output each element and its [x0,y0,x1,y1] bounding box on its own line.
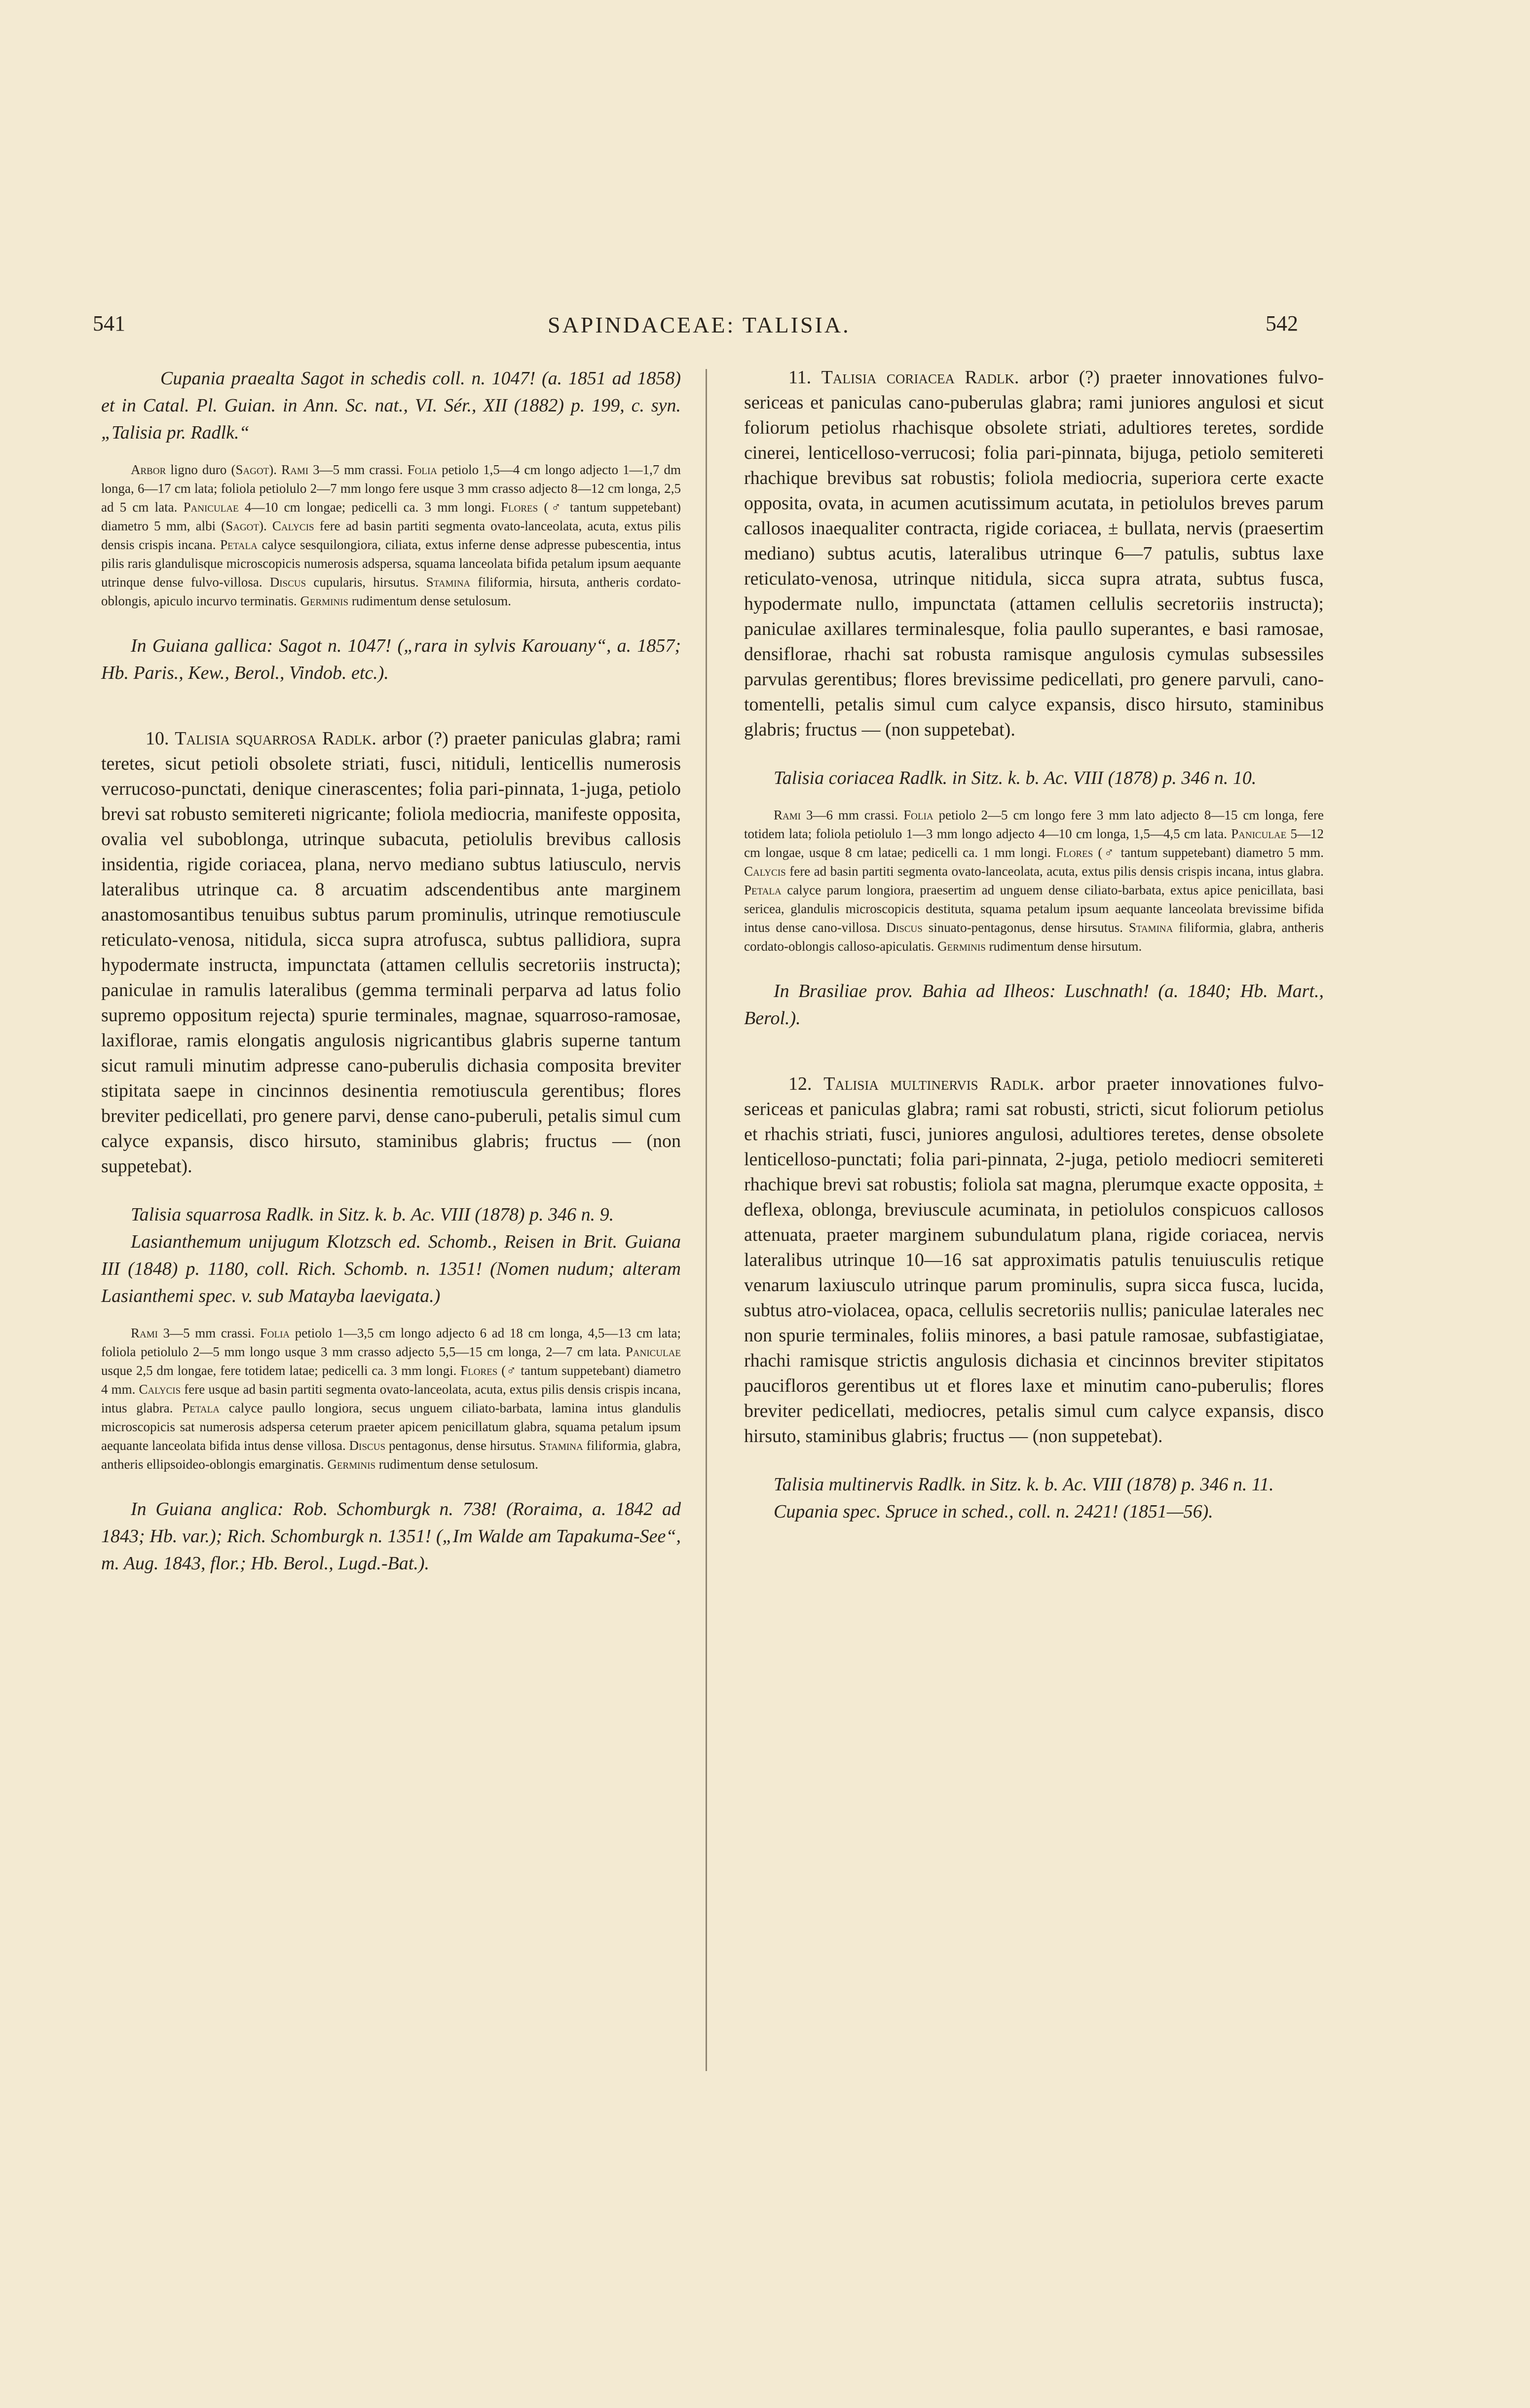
species-author: Radlk. [990,1074,1045,1094]
desc-text: calyce parum longiora, praesertim ad unguem dense ciliato-barbata, extus apice penicillata, basi sericea, glandulis microscopicis destituta, squama petalum ipsum aequante lanceolata brevissime bifida intus dense cano-villosa. [744,883,1324,935]
term: Stamina [426,575,471,590]
species-11-diagnosis [744,365,1324,742]
species-11-citation: Talisia coriacea Radlk. in Sitz. k. b. Ac. VIII (1878) p. 346 n. 10. [774,768,1257,788]
species-10-description [101,1324,681,1474]
term: Paniculae [183,500,239,515]
species-author: Radlk. [965,367,1019,388]
term: Sagot [235,462,269,477]
species-name: Talisia multinervis [823,1074,978,1094]
term: Calycis [272,519,314,533]
right-column [744,365,1324,1525]
column-divider [706,369,707,2071]
left-column [101,365,681,1577]
term: Stamina [539,1438,583,1453]
term: Petala [182,1401,220,1415]
term: Petala [220,537,258,552]
term: Discus [349,1438,386,1453]
term: Germinis [300,593,349,608]
term: Discus [269,575,306,590]
desc-text: 3—5 mm crassi. [308,462,408,477]
species-10-diagnosis [101,726,681,1179]
desc-text: 3—6 mm crassi. [800,808,904,822]
page-number-left: 541 [93,311,125,335]
diagnosis-text: arbor praeter innovationes fulvo-sericeas et paniculas glabra; rami sat robusti, stricti, sicut foliorum petiolus et rhachis striati, fusci, juniores angulosi, adultiores teretes, dense obsolete lenticelloso-punctati; folia pari-pinnata, 2-juga, petiolo mediocri semitereti rhachique brevi sat robustis; foliola sat magna, plerumque exacte opposita, ± deflexa, oblonga, breviuscule acuminata, in petiolulos conspicuos callosos attenuata, praeter marginem subundulatum plana, rigide coriacea, nervis lateralibus utrinque 10—16 sat approximatis patulis tenuiusculis retique venarum laxiusculo utrinque parum prominulis, supra sicca fusca, lucida, subtus atro-violacea, opaca, cellulis secretoriis nullis; paniculae laterales nec non spurie terminales, foliis minores, a basi patule ramosae, subfastigiatae, rhachi ramisque strictis angulosis dichasia et cincinnos breviter stipitatos paucifloros gerentibus ut et flores laxe et minutim cano-puberulis; flores breviter pedicellati, mediocres, petalis simul cum calyce expansis, disco hirsuto, staminibus glabris; fructus — (non suppetebat). [744,1074,1324,1446]
desc-text: ). [259,519,272,533]
term: Germinis [937,939,986,954]
desc-text: ). [269,462,282,477]
term: Paniculae [1231,826,1287,841]
term: Paniculae [625,1344,681,1359]
species-11-description [744,806,1324,956]
term: Calycis [744,864,786,879]
desc-text: calyce sesquilongiora, ciliata, extus inferne dense adpresse pubescentia, intus pilis raris glandulisque microscopicis numerosis adspersa, squama lanceolata bifida petalum ipsum aequante utrinque dense fulvo-villosa. [101,537,681,590]
term: Folia [407,462,438,477]
cont-description [101,460,681,610]
desc-text: (♂ tantum suppetebant) diametro 5 mm, albi ( [101,500,681,533]
term: Sagot [225,519,260,533]
desc-text: 4—10 cm longae; pedicelli ca. 3 mm longi. [238,500,501,515]
diagnosis-text: arbor (?) praeter paniculas glabra; rami teretes, sicut petioli obsolete striati, fusci, nitiduli, lenticellis numerosis verrucoso-punctati, denique cinerascentes; folia pari-pinnata, 1-juga, petiolo brevi sat robusto semitereti nigricante; foliola mediocria, manifeste opposita, ovalia vel suboblonga, utrinque subacuta, petiolulis brevibus callosis insidentia, rigide coriacea, plana, nervo mediano subtus latiusculo, nervis lateralibus utrinque ca. 8 arcuatim adscendentibus ante marginem anastomosantibus tenuibus subtus parum prominulis, utrinque remotiuscule reticulato-venosa, nitidula, sicca supra atrofusca, subtus pallidiora, supra hypodermate instructa, impunctata (attamen cellulis secretoriis instructa); paniculae in ramulis lateralibus (gemma terminali perparva ad latus folio supremo oppositum rejecta) spurie terminales, magnae, squarroso-ramosae, laxiflorae, ramis elongatis angulosis nigricantibus glabris superne tantum sicut ramuli minutim adpresse cano-puberulis dichasia composita breviter stipitata saepe in cincinnos desinentia remotiuscula gerentibus; flores breviter pedicellati, pro genere parvi, dense cano-puberuli, petalis simul cum calyce expansis, disco hirsuto, staminibus glabris; fructus — (non suppetebat). [101,728,681,1177]
cont-locality: In Guiana gallica: Sagot n. 1047! („rara in sylvis Karouany“, a. 1857; Hb. Paris., Kew., Berol., Vindob. etc.). [101,635,681,683]
desc-text: petiolo 1,5—4 cm longo adjecto 1—1,7 dm longa, 6—17 cm lata; foliola petiolulo 2—7 mm longo fere usque 3 mm crasso adjecto 8—12 cm longa, 2,5 ad 5 cm lata. [101,462,681,515]
desc-text: (♂ tantum suppetebant) diametro 5 mm. [1093,845,1324,860]
term: Calycis [139,1382,181,1397]
term: Folia [260,1326,290,1340]
desc-text: rudimentum dense setulosum. [375,1457,539,1472]
species-author: Radlk. [322,728,376,749]
desc-text: (♂ tantum suppetebant) diametro 4 mm. [101,1363,681,1397]
term: Rami [774,808,801,822]
desc-text: 3—5 mm crassi. [157,1326,260,1340]
species-number: 10. [146,728,175,749]
species-name: Talisia coriacea [821,367,955,388]
desc-text: filiformia, glabra, antheris ellipsoideo-oblongis emarginatis. [101,1438,681,1472]
term: Flores [460,1363,498,1378]
species-10-citation-1: Talisia squarrosa Radlk. in Sitz. k. b. Ac. VIII (1878) p. 346 n. 9. [131,1204,614,1225]
desc-text: rudimentum dense setulosum. [348,593,512,608]
species-number: 12. [788,1074,824,1094]
desc-text: petiolo 2—5 cm longo fere 3 mm lato adjecto 8—15 cm longa, fere totidem lata; foliola petiolulo 1—3 mm longo adjecto 4—10 cm longa, 1,5—4,5 cm lata. [744,808,1324,841]
desc-text: usque 2,5 dm longae, fere totidem latae; pedicelli ca. 3 mm longi. [101,1363,461,1378]
term: Folia [903,808,933,822]
desc-text: ligno duro ( [166,462,236,477]
desc-text: filiformia, hirsuta, antheris cordato-oblongis, apiculo incurvo terminatis. [101,575,681,608]
running-title: SAPINDACEAE: TALISIA. [548,312,851,337]
term: Arbor [131,462,166,477]
species-12-citation-2: Cupania spec. Spruce in sched., coll. n. 2421! (1851—56). [774,1501,1213,1522]
desc-text: calyce paullo longiora, secus unguem ciliato-barbata, lamina intus glandulis microscopicis sat numerosis adspersa ceterum praeter apicem penicillatum glabra, squama petalum ipsum aequante lanceolata bifida intus dense villosa. [101,1401,681,1453]
desc-text: filiformia, glabra, antheris cordato-oblongis calloso-apiculatis. [744,920,1324,954]
term: Petala [744,883,782,897]
desc-text: 5—12 cm longae, usque 8 cm latae; pedicelli ca. 1 mm longi. [744,826,1324,860]
desc-text: fere ad basin partiti segmenta ovato-lanceolata, acuta, extus pilis densis crispis incana. [101,519,681,552]
term: Discus [886,920,923,935]
cont-citation: Cupania praealta Sagot in schedis coll. n. 1047! (a. 1851 ad 1858) et in Catal. Pl. Guian. in Ann. Sc. nat., VI. Sér., XII (1882) p. 199, c. syn. „Talisia pr. Radlk.“ [101,368,681,443]
term: Flores [1056,845,1093,860]
desc-text: rudimentum dense hirsutum. [985,939,1142,954]
species-12-citation-1: Talisia multinervis Radlk. in Sitz. k. b. Ac. VIII (1878) p. 346 n. 11. [774,1474,1274,1495]
term: Stamina [1128,920,1173,935]
species-10-citation-2: Lasianthemum unijugum Klotzsch ed. Schomb., Reisen in Brit. Guiana III (1848) p. 1180, coll. Rich. Schomb. n. 1351! (Nomen nudum; alteram Lasianthemi spec. v. sub Matayba laevigata.) [101,1231,681,1306]
term: Rami [281,462,309,477]
species-name: Talisia squarrosa [175,728,317,749]
term: Rami [131,1326,158,1340]
species-11-locality: In Brasiliae prov. Bahia ad Ilheos: Luschnath! (a. 1840; Hb. Mart., Berol.). [744,981,1324,1029]
diagnosis-text: arbor (?) praeter innovationes fulvo-sericeas et paniculas cano-puberulas glabra; rami juniores angulosi et sicut foliorum petiolus rhachisque obsolete striati, adultiores teretes, sordide cinerei, lenticelloso-verrucosi; folia pari-pinnata, bijuga, petiolo semitereti rhachique brevibus sat robustis; foliola mediocria, superiora certe exacte opposita, ovata, in acumen acutissimum acutata, in petiolulos breves parum callosos inaequaliter contracta, rigide coriacea, ± bullata, nervis (praesertim mediano) subtus acutis, lateralibus utrinque 6—7 patulis, subtus laxe reticulato-venosa, utrinque nitidula, sicca supra atrata, subtus fusca, hypodermate nullo, impunctata (attamen cellulis secretoriis instructa); paniculae axillares terminalesque, folia paullo superantes, e basi ramosae, densiflorae, rhachi sat robusta ramisque angulosis cymulas subsessiles parvulas gerentibus; flores brevissime pedicellati, pro genere parvuli, cano-tomentelli, petalis simul cum calyce expansis, disco hirsuto, staminibus glabris; fructus — (non suppetebat). [744,367,1324,740]
desc-text: fere usque ad basin partiti segmenta ovato-lanceolata, acuta, extus pilis densis crispis incana, intus glabra. [101,1382,681,1415]
desc-text: fere ad basin partiti segmenta ovato-lanceolata, acuta, extus pilis densis crispis incana, intus glabra. [785,864,1324,879]
desc-text: pentagonus, dense hirsutus. [385,1438,539,1453]
species-number: 11. [788,367,821,388]
desc-text: sinuato-pentagonus, dense hirsutus. [922,920,1129,935]
desc-text: cupularis, hirsutus. [306,575,426,590]
term: Germinis [327,1457,376,1472]
term: Flores [501,500,538,515]
species-12-diagnosis [744,1072,1324,1449]
desc-text: petiolo 1—3,5 cm longo adjecto 6 ad 18 cm longa, 4,5—13 cm lata; foliola petiolulo 2—5 mm longo usque 3 mm crasso adjecto 5,5—15 cm longa, 2—7 cm lata. [101,1326,681,1359]
running-header [0,311,1530,350]
page-number-right: 542 [1266,311,1298,335]
species-10-locality: In Guiana anglica: Rob. Schomburgk n. 738! (Roraima, a. 1842 ad 1843; Hb. var.); Rich. Schomburgk n. 1351! („Im Walde am Tapakuma-See“, m. Aug. 1843, flor.; Hb. Berol., Lugd.-Bat.). [101,1499,681,1574]
